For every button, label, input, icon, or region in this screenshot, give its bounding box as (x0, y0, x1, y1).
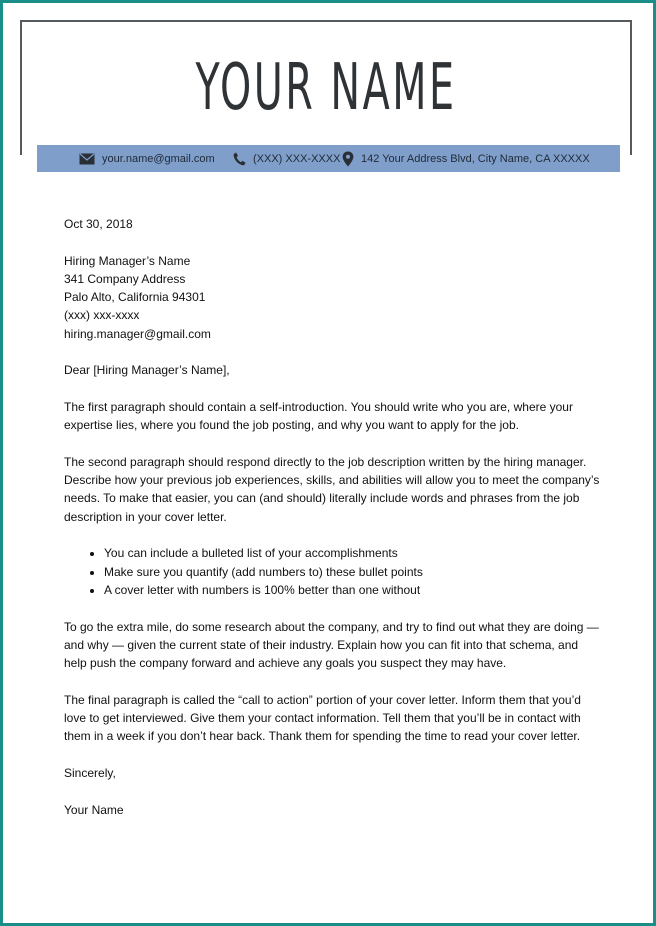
phone-icon (233, 152, 246, 166)
location-pin-icon (342, 151, 354, 167)
header-frame (20, 20, 632, 155)
list-item: • Make sure you quantify (add numbers to) these bullet points (104, 563, 604, 581)
letter-date: Oct 30, 2018 (64, 217, 133, 231)
recipient-address: 341 Company Address (64, 271, 186, 286)
list-item: • A cover letter with numbers is 100% better than one without (104, 581, 604, 599)
recipient-email: hiring.manager@gmail.com (64, 326, 211, 341)
contact-phone-text: (XXX) XXX-XXXX (253, 152, 341, 165)
recipient-block (64, 252, 604, 343)
contact-email-text: your.name@gmail.com (102, 152, 215, 165)
salutation: Dear [Hiring Manager’s Name], (64, 363, 230, 378)
applicant-name: YOUR NAME (195, 51, 457, 125)
paragraph-1: The first paragraph should contain a self-introduction. You should write who you are, where your expertise lies, where you found the job posting, and why you want to apply for the job. (64, 399, 573, 433)
envelope-icon (79, 153, 95, 165)
recipient-city: Palo Alto, California 94301 (64, 290, 206, 305)
contact-email (79, 145, 215, 172)
paragraph-4: The final paragraph is called the “call to action” portion of your cover letter. Inform them that you’d love to get interviewed. Give them your contact information. Tell them that you’ll be in contact with them in a week if you don’t hear back. Thank them for spending the time to read your cover letter. (64, 692, 581, 744)
letter-body (64, 215, 604, 819)
contact-address-text: 142 Your Address Blvd, City Name, CA XXXXX (361, 152, 590, 165)
paragraph-3: To go the extra mile, do some research about the company, and try to find out what they are doing — and why — given the current state of their industry. Explain how you can fit into that schema, and help push the company forward and achieve any goals you suspect they may have. (64, 619, 599, 671)
signature: Your Name (64, 802, 124, 817)
contact-bar (37, 145, 620, 172)
closing: Sincerely, (64, 765, 116, 780)
contact-phone (233, 145, 340, 172)
contact-address (342, 145, 590, 172)
paragraph-2: The second paragraph should respond directly to the job description written by the hiring manager. Describe how your previous job experiences, skills, and abilities will allow you to meet the company’s needs. To make that easier, you can (and should) literally include words and phrases from the job description in your cover letter. (64, 454, 600, 524)
recipient-phone: (xxx) xxx-xxxx (64, 308, 140, 323)
accomplishment-list (64, 544, 604, 599)
list-item: • You can include a bulleted list of your accomplishments (104, 544, 604, 562)
recipient-name: Hiring Manager’s Name (64, 253, 191, 268)
